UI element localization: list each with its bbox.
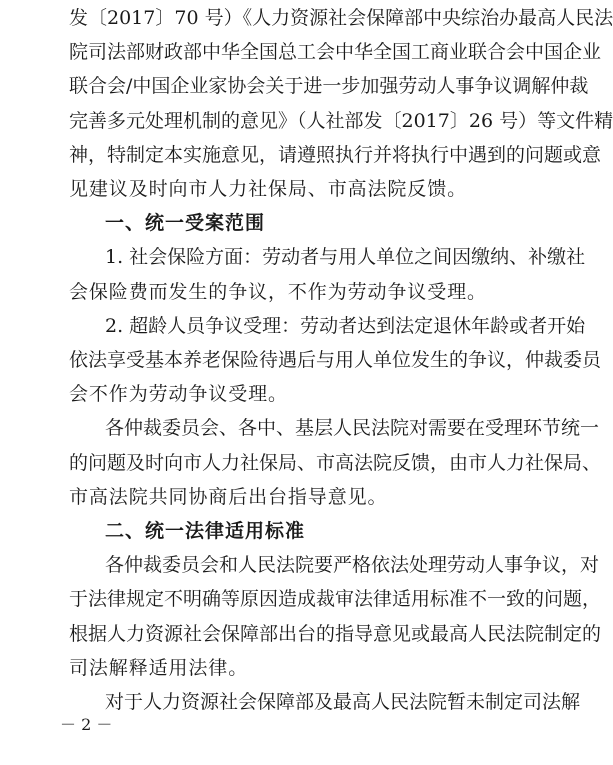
body-line: 见建议及时向市人力社保局、市高法院反馈。 [69, 178, 468, 200]
body-line: 于法律规定不明确等原因造成裁审法律适用标准不一致的问题， [69, 588, 602, 610]
body-line: 司法解释适用法律。 [69, 657, 249, 679]
body-line: 神，特制定本实施意见，请遵照执行并将执行中遇到的问题或意 [69, 144, 602, 166]
body-line: 对于人力资源社会保障部及最高人民法院暂未制定司法解 [105, 691, 581, 713]
body-line: 完善多元处理机制的意见》（人社部发〔2017〕26 号）等文件精 [69, 110, 613, 132]
body-line: 的问题及时向市人力社保局、市高法院反馈，由市人力社保局、 [69, 452, 602, 474]
body-line: 1. 社会保险方面：劳动者与用人单位之间因缴纳、补缴社 [105, 246, 586, 268]
section-heading-1: 一、统一受案范围 [105, 212, 266, 234]
body-line: 联合会/中国企业家协会关于进一步加强劳动人事争议调解仲裁 [69, 75, 589, 97]
body-line: 市高法院共同协商后出台指导意见。 [69, 486, 388, 508]
body-line: 根据人力资源社会保障部出台的指导意见或最高人民法院制定的 [69, 623, 602, 645]
body-line: 依法享受基本养老保险待遇后与用人单位发生的争议，仲裁委员 [69, 349, 602, 371]
body-line: 会保险费而发生的争议，不作为劳动争议受理。 [69, 281, 487, 303]
body-line: 各仲裁委员会和人民法院要严格依法处理劳动人事争议，对 [105, 554, 600, 576]
section-heading-2: 二、统一法律适用标准 [105, 520, 306, 542]
body-line: 各仲裁委员会、各中、基层人民法院对需要在受理环节统一 [105, 417, 600, 439]
body-line: 会不作为劳动争议受理。 [69, 383, 288, 405]
page-number: － 2 － [60, 715, 113, 734]
body-line: 2. 超龄人员争议受理：劳动者达到法定退休年龄或者开始 [105, 315, 586, 337]
body-line: 院司法部财政部中华全国总工会中华全国工商业联合会中国企业 [69, 41, 602, 63]
body-line: 发〔2017〕70 号）《人力资源社会保障部中央综治办最高人民法 [69, 7, 613, 29]
